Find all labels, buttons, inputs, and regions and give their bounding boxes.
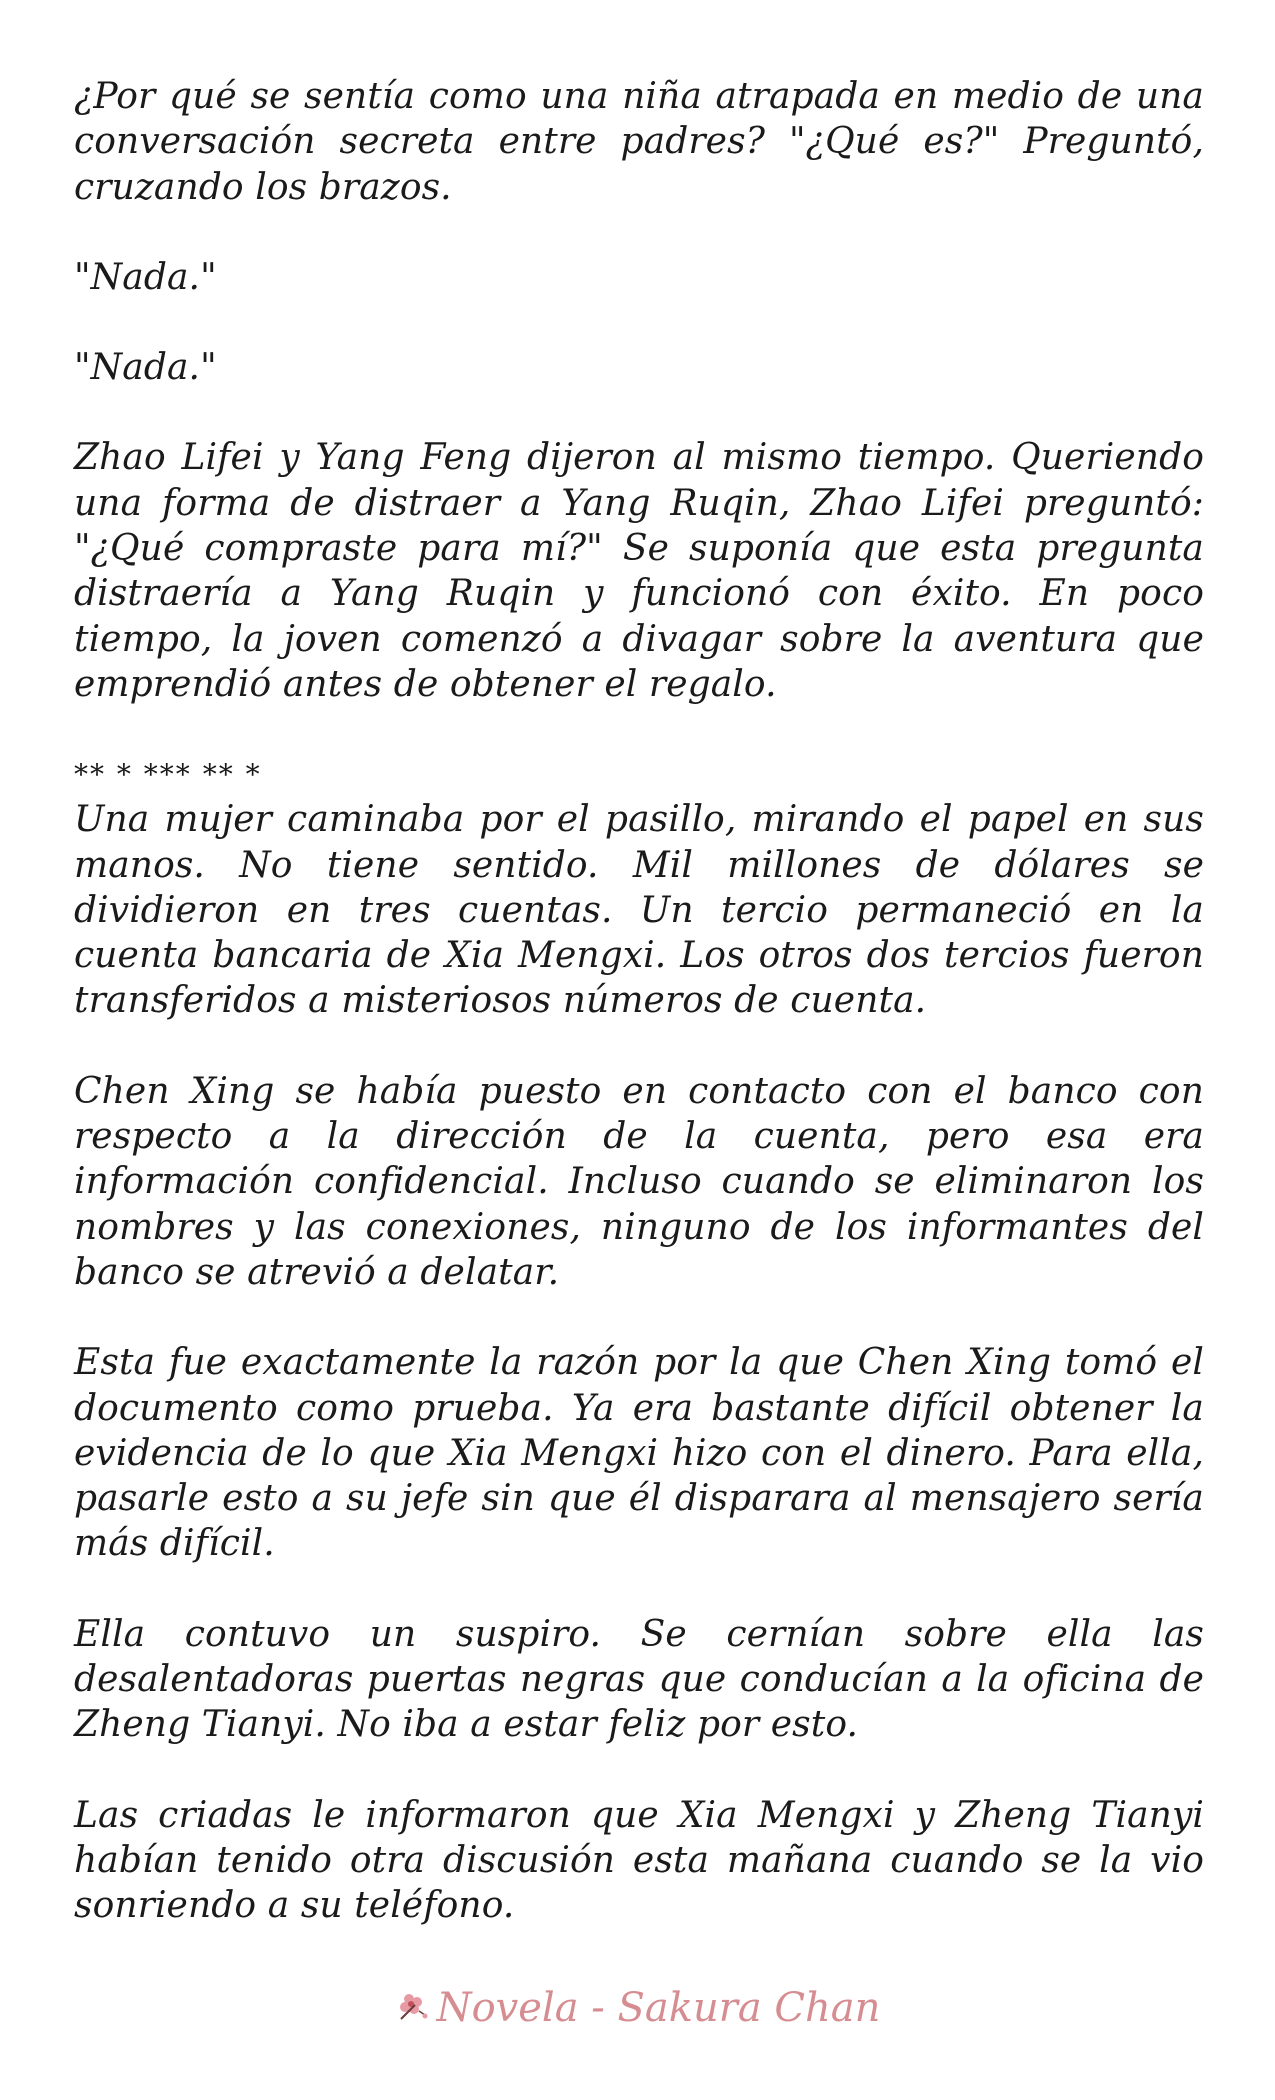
paragraph-1: ¿Por qué se sentía como una niña atrapada en medio de una conversación secreta entre padres? "¿Qué es?" Preguntó, cruzando los brazos. <box>74 76 1204 208</box>
watermark-footer <box>0 1985 1275 2031</box>
paragraph-4: Chen Xing se había puesto en contacto con el banco con respecto a la dirección de la cuenta, pero esa era información confidencial. Incluso cuando se eliminaron los nombres y las conexiones, ninguno de los informantes del banco se atrevió a delatar. <box>74 1070 1204 1293</box>
scene-separator: ** * *** ** * <box>74 758 262 792</box>
paragraph-7: Las criadas le informaron que Xia Mengxi y Zheng Tianyi habían tenido otra discusión esta mañana cuando se la vio sonriendo a su teléfono. <box>74 1794 1204 1927</box>
dialogue-line-1: "Nada." <box>74 256 217 298</box>
paragraph-6: Ella contuvo un suspiro. Se cernían sobre ella las desalentadoras puertas negras que conducían a la oficina de Zheng Tianyi. No iba a estar feliz por esto. <box>74 1613 1204 1746</box>
paragraph-5: Esta fue exactamente la razón por la que Chen Xing tomó el documento como prueba. Ya era bastante difícil obtener la evidencia de lo que Xia Mengxi hizo con el dinero. Para ella, pasarle esto a su jefe sin que él disparara al mensajero sería más difícil. <box>74 1342 1204 1565</box>
watermark-text: Novela - Sakura Chan <box>436 1985 881 2031</box>
sakura-flower-icon <box>395 1987 431 2019</box>
paragraph-2: Zhao Lifei y Yang Feng dijeron al mismo tiempo. Queriendo una forma de distraer a Yang Ruqin, Zhao Lifei preguntó: "¿Qué compraste para mí?" Se suponía que esta pregunta distraería a Yang Ruqin y funcionó con éxito. En poco tiempo, la joven comenzó a divagar sobre la aventura que emprendió antes de obtener el regalo. <box>74 437 1204 705</box>
chapter-text <box>74 74 1204 1974</box>
dialogue-line-2: "Nada." <box>74 347 217 389</box>
paragraph-3: Una mujer caminaba por el pasillo, mirando el papel en sus manos. No tiene sentido. Mil millones de dólares se dividieron en tres cuentas. Un tercio permaneció en la cuenta bancaria de Xia Mengxi. Los otros dos tercios fueron transferidos a misteriosos números de cuenta. <box>74 799 1204 1022</box>
